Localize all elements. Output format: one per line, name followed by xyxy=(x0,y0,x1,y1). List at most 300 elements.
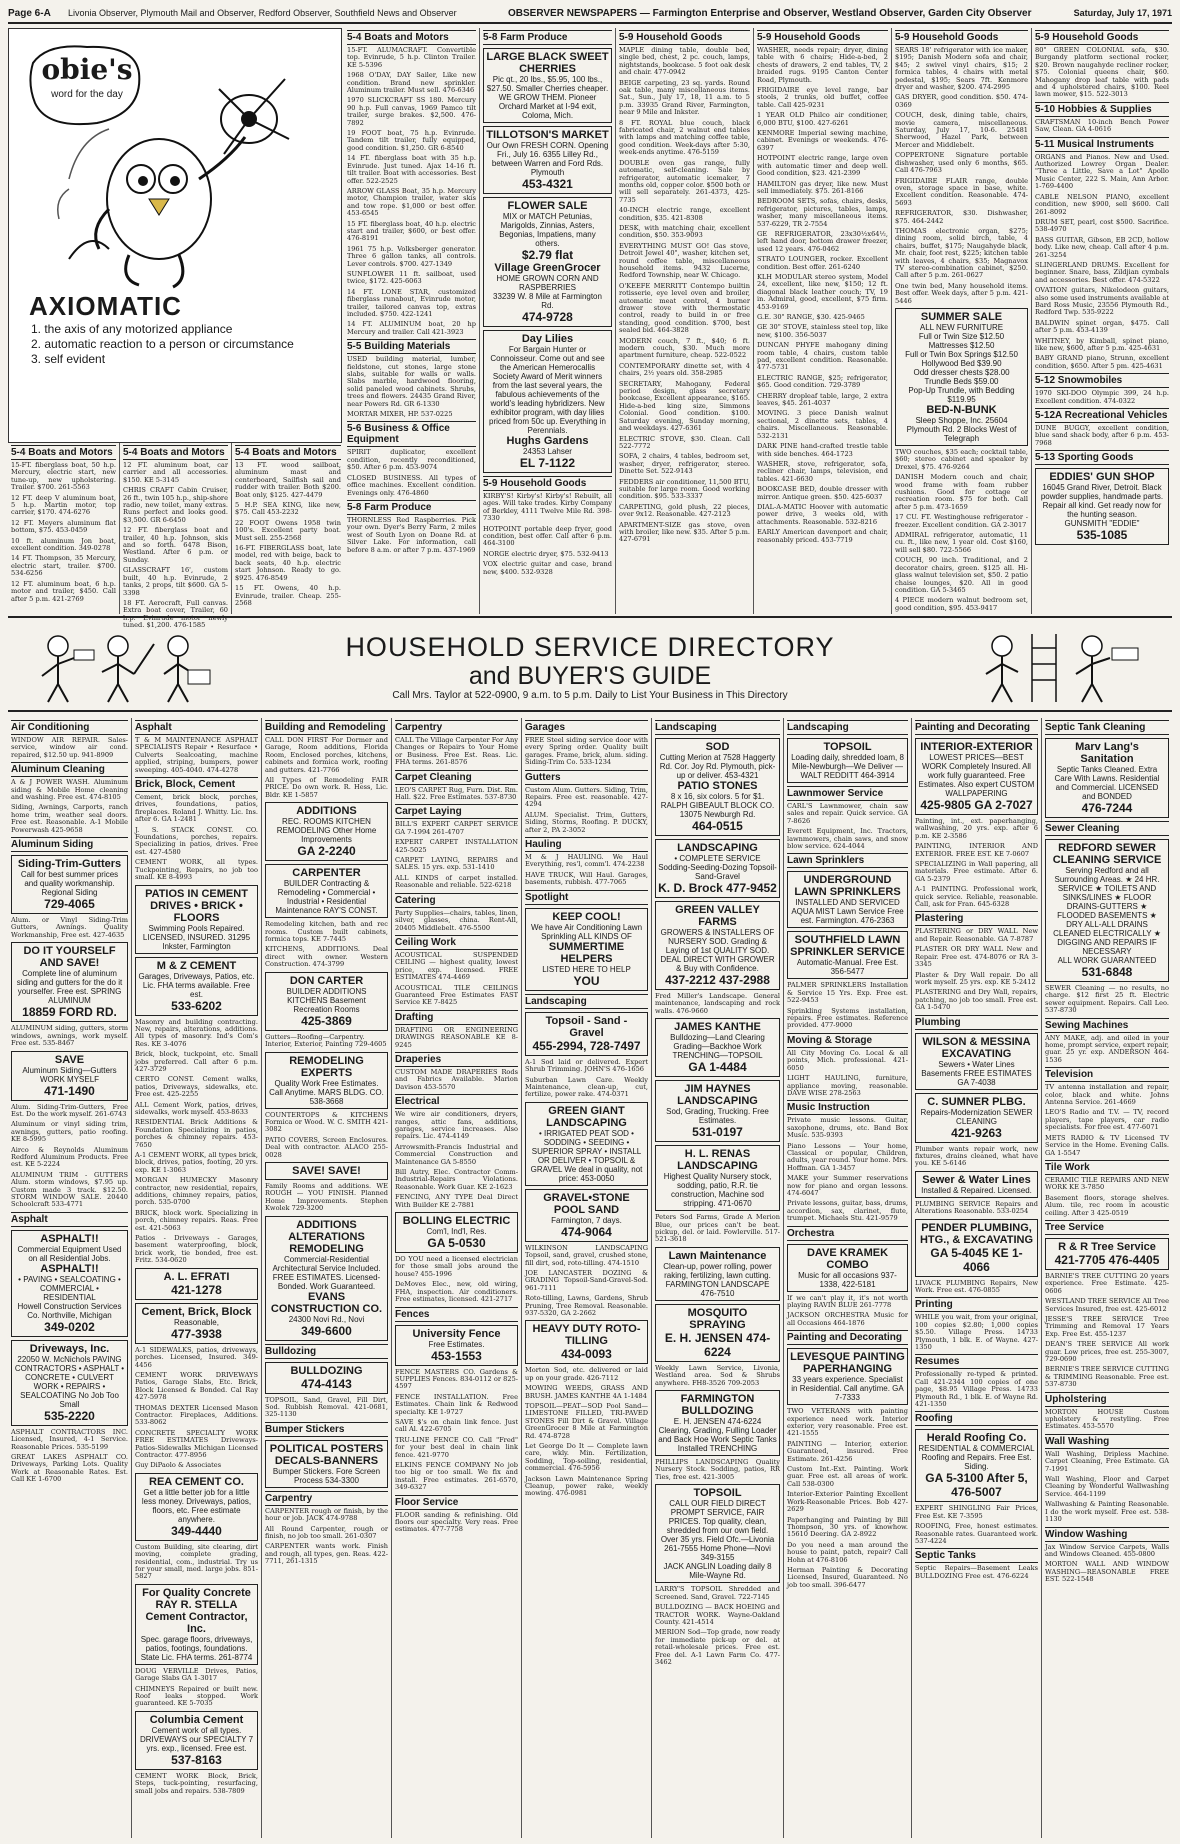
classified-ad: Plaster & Dry Wall repair. Do all work myself. 25 yrs. exp. KE 5-2412 xyxy=(915,970,1038,986)
display-ad-title: GREEN GIANT LANDSCAPING xyxy=(546,1104,627,1129)
display-ad-text: Sleep Shoppe, Inc. 25604 Plymouth Rd. 2 Blocks West of Telegraph xyxy=(906,416,1017,443)
classified-ad: Morton Sod, etc. delivered or laid up on your grade. 426-7112 xyxy=(525,1366,648,1382)
display-ad-box xyxy=(655,901,780,990)
classified-ad: WASHER, stove, refrigerator, sofa, recliner chair, lamps, television, end tables. 421-6630 xyxy=(757,459,888,483)
classified-ad: ANY MAKE, adj. and oiled in your home, prompt service, expert repair, guar. 25 yr. exp. ANDERSON 464-1536 xyxy=(1045,1033,1169,1064)
section-heading: 5-9 Household Goods xyxy=(895,30,1028,45)
display-ad-box xyxy=(525,1102,648,1186)
display-ad-row: Pop-Up Trundle, with Bedding $119.95 xyxy=(908,386,1015,404)
classified-ad: STRATO LOUNGER, rocker. Excellent condition. Best offer. 261-6240 xyxy=(757,255,888,271)
display-ad-phone: YOU xyxy=(573,973,600,988)
display-ad-phone: 421-7705 476-4405 xyxy=(1054,1252,1160,1267)
directory-subtitle: and BUYER'S GUIDE xyxy=(468,662,712,690)
header-center-label xyxy=(508,8,1032,19)
display-ad-title: DON CARTER xyxy=(289,974,364,987)
display-ad-text: Repairs-Modernization SEWER CLEANING xyxy=(920,1107,1033,1126)
classified-ad: Wall Washing, Dripless Machine. Carpet Cleaning, Free Estimate. GA 7-1991 xyxy=(1045,1449,1169,1473)
display-ad-box xyxy=(265,1162,388,1180)
section-heading: Carpentry xyxy=(265,1491,388,1506)
display-ad-title: CARPENTER xyxy=(292,867,361,880)
classified-ad: LEO'S Radio and T.V. — TV, record players, tape players, car radio specialists. For free est. 477-6071 xyxy=(1045,1108,1169,1132)
display-ad-box xyxy=(135,1711,258,1770)
directory-column-9 xyxy=(1042,718,1172,1838)
section-heading: 5-4 Boats and Motors xyxy=(11,445,116,460)
display-ad-box xyxy=(483,126,612,194)
classified-ad: DUNCAN PHYFE mahogany dining room table, 4 chairs, custom table pad, excellent condition. Reasonable. 477-5731 xyxy=(757,341,888,372)
display-ad-title: UNDERGROUND LAWN SPRINKLERS xyxy=(794,874,901,899)
classified-ad: Custom Building, site clearing, dirt moving, complete grading, residential, com., industrial. Try us for your small, med. large jobs. 851-5827 xyxy=(135,1542,258,1581)
display-ad-title: Topsoil - Sand - Gravel xyxy=(545,1014,628,1039)
word-definitions xyxy=(31,322,294,367)
classified-ad: Masonry and building contracting. New, repairs, alterations, additions. All types of masonry. Ind's Com's Res. KE 3-4076 xyxy=(135,1017,258,1048)
classified-ad: 1970 SLICKCRAFT SS 180. Mercury 90 h.p. Full canvas, 1969 Pamco tilt trailer, surge brakes. $2,500. 476-7892 xyxy=(347,96,476,127)
classified-ad: Everett Equipment, Inc. Tractors, lawnmowers, chain saws, and snow blow service. 624-4044 xyxy=(787,827,908,851)
classified-ad: DUNE BUGGY, excellent condition, blue sand shack body, after 6 p.m. 453-7968 xyxy=(1035,424,1169,447)
section-heading: Septic Tank Cleaning xyxy=(1045,720,1169,735)
display-ad-title: TOPSOIL xyxy=(693,1487,742,1500)
classified-ad: MORGAN HUMECKY Masonry contractor, new residential, repairs, additions, chimney repairs, patios, porch. 535-0700 xyxy=(135,1176,258,1207)
directory-contact-line: Call Mrs. Taylor at 522-0900, 9 a.m. to 5 p.m. Daily to List Your Business in This Directory xyxy=(392,690,788,701)
display-ad-text: Farmington, 7 days. xyxy=(551,1215,622,1225)
display-ad-phone: 477-3938 xyxy=(171,1326,222,1341)
display-ad-title: Sewer & Water Lines xyxy=(922,1173,1031,1186)
classified-ad: PHILLIPS LANDSCAPING Quality Nursery Stock. Sodding, patios, RR Ties, free est. 421-3005 xyxy=(655,1458,780,1481)
classified-ad: T & M MAINTENANCE ASPHALT SPECIALISTS Repair • Resurface • Culverts Sealcoating, machine applied, striping, bumpers, power sweeping. 405-4040. 474-4278 xyxy=(135,736,258,774)
display-ad-text: ALL NEW FURNITURE xyxy=(919,323,1004,332)
display-ad-text: We have Air Conditioning Lawn Sprinkling ALL KINDS OF xyxy=(530,922,643,941)
classified-ad: CLOSED BUSINESS. All types of office machines. Excellent condition. Evenings only. 476-4860 xyxy=(347,473,476,497)
classified-ad: DOUG VERVILLE Drives, Patios, Garage Slabs GA 1-3017 xyxy=(135,1666,258,1683)
classified-ad: 12 FT. deep V aluminum boat, 5 h.p. Martin motor, top carrier, $170. 474-6276 xyxy=(11,493,116,517)
display-ad-box xyxy=(483,197,612,327)
display-ad-text: Our Own FRESH CORN. Opening Fri., July 16. 6355 Lilley Rd., between Warren and Ford Rds. Plymouth xyxy=(486,141,609,177)
classified-ad: Alum. Siding-Trim-Gutters, Free Est. Do the work myself. 261-6743 xyxy=(11,1102,128,1118)
display-ad-title: PENDER PLUMBING, HTG., & EXCAVATING xyxy=(919,1221,1034,1246)
display-ad-text: CALL OUR FIELD DIRECT PROMPT SERVICE, FAIR PRICES. Top quality, clean, shredded from our own field. Over 35 yrs. Field Ofc.—Livonia 261-7555 Home Phone—Novi 349-3155 xyxy=(660,1499,775,1563)
lower-column-3 xyxy=(232,443,344,614)
display-ad-phone: 18859 FORD RD. xyxy=(22,1005,117,1020)
classified-ad: MOWING WEEDS, GRASS AND BRUSH. JAMES KANTHE 4A 1-1484 xyxy=(525,1384,648,1400)
display-ad-text: Quality Work Free Estimates. Call Anytime. MARS BLDG. CO. 538-3668 xyxy=(269,1078,384,1106)
display-ad-phone: 349-0202 xyxy=(44,1319,95,1334)
workers-cartoon-left-icon xyxy=(28,624,218,706)
classified-ad: CHIMNEYS Repaired or built new. Roof leaks stopped. Work guaranteed. KE 5-7035 xyxy=(135,1684,258,1708)
display-ad-box xyxy=(395,1212,518,1253)
classified-ad: CALL The Village Carpenter For Any Changes or Repairs to Your Home or Business. Free Est. Reas. Lic. FHA terms. 261-8576 xyxy=(395,736,518,767)
classified-ad: All Types of Remodeling FAIR PRICE. Do own work. R. Hess, Lic. Bldr. KE 1-5857 xyxy=(265,776,388,799)
display-ad-title: Driveways, Inc. xyxy=(29,1342,110,1355)
section-heading: Bulldozing xyxy=(265,1344,388,1359)
classified-ad: FEDDERS air conditioner, 11,500 BTU, suitable for large room. Good working condition. $95. 533-3337 xyxy=(619,477,750,501)
display-ad-phone: 531-0197 xyxy=(692,1125,743,1140)
classified-ad: BULLDOZING — BACK HOEING and TRACTOR WORK. Wayne-Oakland County. 421-4514 xyxy=(655,1603,780,1626)
display-ad-title: Marv Lang's Sanitation xyxy=(1075,741,1139,765)
section-heading: Plumbing xyxy=(915,1015,1038,1030)
directory-column-2 xyxy=(132,718,262,1838)
display-ad-text: Call for best summer prices and quality workmanship. Regional Siding xyxy=(20,870,119,898)
display-ad-title: Cement, Brick, Block xyxy=(141,1305,252,1318)
display-ad-text: Automatic-Manual. Free Est. 356-5477 xyxy=(796,958,899,977)
classified-ad: A-1 PAINTING. Professional work, quick service. Reliable, reasonable. Call, ask for Fran. 645-6328 xyxy=(915,885,1038,909)
display-ad-title: TILLOTSON'S MARKET xyxy=(486,129,609,141)
classified-ad: GAS DRYER, good condition. $50. 474-0369 xyxy=(895,93,1028,109)
classified-ad: COUCH, desk, dining table, chairs, movie camera, miscellaneous. Saturday, July 17, 10-6. 25481 Sherwood, Hazel Park, between Mercer and Middlebelt. xyxy=(895,111,1028,149)
display-ad-text: Sewers • Water Lines Basements FREE ESTIMATES GA 7-4038 xyxy=(921,1059,1032,1087)
classified-ad: CARPENTER wants work. Finish and rough, all types, gen. Reas. 422-7711, 261-1315 xyxy=(265,1542,388,1566)
classified-ad: CEMENT WORK, all types. Tuckpointing, Repairs, no job too small. KE 8-4993 xyxy=(135,858,258,882)
classified-ad: GE 30" STOVE, stainless steel top, like new, $100. 356-5037 xyxy=(757,323,888,339)
display-ad-title: SAVE! SAVE! xyxy=(292,1164,361,1177)
display-ad-phone: GA 5-0530 xyxy=(427,1236,486,1251)
classified-ad: Septic Repairs—Basement Leaks BULLDOZING Free est. 476-6224 xyxy=(915,1564,1038,1580)
classified-ad: Let George Do It — Complete lawn care, wkly. Min. Fertilization, Sodding, Top-soiling, residential, commercial. 476-5956 xyxy=(525,1442,648,1473)
classified-ad: Interior-Exterior Painting Excellent Work-Reasonable Prices. Bob 427-2629 xyxy=(787,1490,908,1514)
display-ad-box xyxy=(655,1080,780,1142)
workers-cartoon-right-icon xyxy=(962,624,1152,706)
display-ad-title: ASPHALT!! xyxy=(40,1262,99,1275)
classified-ad: 8 FT. ROYAL blue couch, black fabricated chair, 2 walnut end tables with lamps and matching coffee table, good condition. Week-days after 5:30, week-ends anytime. 476-5159 xyxy=(619,118,750,157)
classified-ad: Gutters—Roofing—Carpentry. Interior, Exterior, Painting 729-4605 xyxy=(265,1032,387,1049)
section-heading: Window Washing xyxy=(1045,1527,1169,1542)
classified-ad: One twin bed, Many household items. Best offer. Week days, after 5 p.m. 421-5446 xyxy=(895,281,1028,305)
display-ad-title: BED-N-BUNK xyxy=(926,404,997,416)
classified-ad: HAMILTON gas dryer, like new. Must sell immediately. $75. 261-8166 xyxy=(757,179,888,195)
section-heading: 5-4 Boats and Motors xyxy=(123,445,228,460)
display-ad-phone: E. H. JENSEN 474-6224 xyxy=(664,1330,771,1359)
display-ad-title: R & R Tree Service xyxy=(1058,1240,1156,1253)
directory-column-4 xyxy=(392,718,522,1838)
display-ad-title: LARGE BLACK SWEET CHERRIES xyxy=(486,51,609,75)
display-ad-box xyxy=(11,1051,128,1101)
display-ad-title: H. L. RENAS LANDSCAPING xyxy=(677,1148,758,1173)
classified-ad: DESK, with matching chair, excellent condition, $50. 353-9093 xyxy=(619,223,750,240)
display-ad-title: BULLDOZING xyxy=(290,1364,363,1377)
classified-ad: JESSE'S TREE SERVICE Tree Trimming and Removal 17 Years Exp. Free Est. 455-1237 xyxy=(1045,1314,1169,1338)
display-ad-box xyxy=(525,1012,648,1056)
classified-ad: BEIGE carpeting, 23 sq. yards. Round oak table, many miscellaneous items. Sat., Sun., July 17, 18, 11 a.m. to 5 p.m. 33935 Grand River, Farmington, near 9 Mile and Inkster. xyxy=(619,78,750,117)
classified-ad: DRUM SET, pearl, cost $500. Sacrifice. 538-4970 xyxy=(1035,217,1169,234)
display-ad-box xyxy=(265,1216,388,1341)
classified-ad: APARTMENT-SIZE gas stove, oven with broiler, like new. $35. After 5 p.m. 427-6791 xyxy=(619,520,750,544)
display-ad-text: Installed & Repaired. Licensed. xyxy=(921,1185,1032,1195)
display-ad-title: SUMMER SALE xyxy=(920,311,1003,323)
display-ad-title: DO IT YOURSELF AND SAVE! xyxy=(23,945,116,970)
section-heading: Landscaping xyxy=(655,720,780,735)
display-ad-title: A. L. EFRATI xyxy=(163,1270,230,1283)
classified-ad: Do you need a man around the house to paint, patch, repair? Call Hohn at 476-8106 xyxy=(787,1540,908,1564)
display-ad-title: GREEN VALLEY FARMS xyxy=(675,904,760,928)
obies-logo-text: obie's xyxy=(41,53,133,86)
display-ad-box xyxy=(135,1473,258,1541)
display-ad-title: REMODELING EXPERTS xyxy=(289,1054,364,1079)
classified-ad: COUNTERTOPS & KITCHENS Formica or Wood. W. C. SMITH 421-3082 xyxy=(265,1110,388,1134)
display-ad-title: For Quality Concrete RAY R. STELLA Cement Contractor, Inc. xyxy=(142,1586,251,1635)
classified-ad: Custom Alum. Gutters. Siding, Trim, Repairs. Free est. reasonable. 427-4294 xyxy=(525,785,648,809)
display-ad-phone: 455-2994, 728-7497 xyxy=(532,1038,641,1053)
classified-ad: 19 FOOT boat, 75 h.p. Evinrude. Tandem tilt trailer, fully equipped, good condition. $1,250. GR 6-8540 xyxy=(347,129,476,152)
section-heading: 5-8 Farm Produce xyxy=(347,500,476,515)
classified-ad: LEO'S CARPET Rug, Furn. Dist. Rm. Hall. $22. Free Estimates. 537-8730 xyxy=(395,785,518,802)
classified-ad: EXPERT CARPET INSTALLATION 425-5025 xyxy=(395,838,518,854)
display-ad-text: HOME GROWN CORN AND RASPBERRIES xyxy=(496,274,599,292)
display-ad-text: 33 years experience. Specialist in Residential. Call anytime. GA 7-7333 xyxy=(791,1375,904,1403)
section-heading: 5-6 Business & Office Equipment xyxy=(347,421,476,447)
display-ad-box xyxy=(135,1303,258,1344)
classified-ad: 1970 SKI-DOO Olympic 399, 24 h.p. Excellent condition. 474-0322 xyxy=(1035,389,1169,405)
classified-ad: USED building material, lumber, fieldstone, cut stones, large stone slabs, suitable for walls or walls. Slabs marble, hardwood flooring, solid paneled wood cabinets. Shrubs, trees and flowers. 24435 Grand River, near Powers Rd. GR 6-1330 xyxy=(347,355,476,408)
classified-ad: COUCH, 90 inch. Traditional, and 2 decorator chairs, green. $125 all. Hi-glass walnut television set, $50. 2 patio chaise lounges, $20. All in good condition. GA 5-3465 xyxy=(895,556,1028,594)
display-ad-box xyxy=(11,1340,128,1426)
section-heading: 5-9 Household Goods xyxy=(1035,30,1169,45)
display-ad-box xyxy=(483,48,612,123)
classified-ad: 12 FT. Meyers aluminum flat bottom, $75. 453-0459 xyxy=(11,518,116,535)
directory-column-7 xyxy=(784,718,912,1838)
section-heading: Upholstering xyxy=(1045,1392,1169,1407)
classified-ad: MORTON WALL AND WINDOW WASHING—REASONABLE FREE EST. 522-1548 xyxy=(1045,1560,1169,1584)
classified-ad: CARPET LAYING, REPAIRS and SALES. 15 yrs. exp. 531-1410 xyxy=(395,856,518,872)
display-ad-box xyxy=(483,330,612,473)
display-ad-title: SAVE xyxy=(54,1053,85,1066)
display-ad-text: • COMPLETE SERVICE Sodding-Seeding-Dozing Topsoil-Sand-Gravel xyxy=(658,854,777,881)
top-column-4 xyxy=(754,28,892,614)
display-ad-text: MIX or MATCH Petunias, Marigolds, Zinnias, Asters, Begonias, Impatiens, many others. xyxy=(499,212,596,248)
classified-ad: DeMoves Elec., new, old wiring, FHA, inspection. Air conditioners. Free estimates, licensed. 421-2717 xyxy=(395,1280,518,1304)
classified-ad: Family Rooms and additions. WE ROUGH — YOU FINISH. Planned Home Improvements. Stephen Kwolek 729-3200 xyxy=(265,1181,388,1213)
display-ad-box xyxy=(655,1018,780,1077)
section-heading: Aluminum Cleaning xyxy=(11,762,128,777)
classified-ad: 80" GREEN COLONIAL sofa, $30. Burgandy platform sectional rocker, $20. Brown naugahyde recliner rocker, $75. Colonial queens chair, $60. Mahogany drop leaf table with pads and 4 upholstered chairs, $100. Reel lawn mower, $15. 522-3013 xyxy=(1035,46,1169,99)
display-ad-box xyxy=(655,1247,780,1301)
classified-ad: J. S. STACK CONST. CO. Foundations, porches, repairs. Specializing in patios, drives. Free est. 427-4580 xyxy=(135,825,258,856)
display-ad-title: TOPSOIL xyxy=(823,741,872,753)
display-ad-phone: 476-7244 xyxy=(1081,801,1133,815)
display-ad-box xyxy=(915,1033,1038,1090)
classified-ad: DEAN'S TREE SERVICE All work guar. Low prices, free est. 255-3007, 729-0690 xyxy=(1045,1340,1169,1363)
display-ad-text: LOWEST PRICES—BEST WORK Completely Insured. All work fully guaranteed. Free Estimates. Also expert CUSTOM WALLPAPERING xyxy=(918,753,1035,798)
display-ad-phone: GA 5-3100 After 5, 476-5007 xyxy=(925,1471,1028,1500)
display-ad-text: 8 x 16, six colors. 5 for $1. RALPH GIBEAULT BLOCK CO. 13075 Newburgh Rd. xyxy=(660,792,775,819)
display-ad-text: 24300 Novi Rd., Novi xyxy=(288,1314,365,1324)
display-ad-text: • PAVING • SEALCOATING • COMMERCIAL • RESIDENTIAL xyxy=(18,1274,121,1302)
display-ad-text: Bumper Stickers. Fore Screen Process 534-3300 xyxy=(272,1466,381,1485)
display-ad-phone: 533-6202 xyxy=(171,998,222,1013)
classified-ad: A-1 CEMENT WORK, all types brick, block, drives, patios, footing, 20 yrs. exp. KE 1-3063 xyxy=(135,1151,258,1174)
classified-ad: DRAFTING OR ENGINEERING DRAWINGS REASONABLE KE 8-9245 xyxy=(395,1025,518,1049)
classified-ad: FLOOR sanding & refinishing. Old floors our specialty. Very reas. Free estimates. 477-7758 xyxy=(395,1510,518,1534)
classified-ad: SAVE $'s on chain link fence. Just call Al. 422-6705 xyxy=(395,1417,518,1434)
display-ad-phone: 474-4143 xyxy=(301,1376,352,1391)
classified-ad: ACOUSTICAL TILE CEILINGS Guaranteed Free Estimates FAST Service KE 7-8425 xyxy=(395,983,518,1007)
display-ad-box xyxy=(395,1325,518,1366)
classified-ad: CRAFTSMAN 10-inch Bench Power Saw, Clean. GA 4-0616 xyxy=(1035,117,1169,134)
classified-ad: BALDWIN spinet organ, $475. Call after 5 p.m. 453-4139 xyxy=(1035,318,1169,335)
display-ad-phone: K. D. Brock 477-9452 xyxy=(658,881,777,895)
classified-ad: Wallwashing & Painting Reasonable. I do the work myself. Free est. 538-1130 xyxy=(1045,1500,1169,1524)
classified-ad: JACKSON ORCHESTRA Music for all Occasions 464-1876 xyxy=(787,1311,908,1327)
classified-ad: WHITNEY, by Kimball, spinet piano, like new, $600, after 5 p.m. 425-4631 xyxy=(1035,336,1169,352)
section-heading: 5-4 Boats and Motors xyxy=(347,30,476,45)
classified-ad: FRIGIDAIRE FLAIR range, double oven, storage space in base, white. Excellent condition. Reasonable. 474-5693 xyxy=(895,176,1028,207)
classified-ad: BOOKCASE BED, double dresser with mirror. Antique green. $50. 425-6037 xyxy=(757,485,888,501)
section-heading: Building and Remodeling xyxy=(265,720,388,735)
classified-ad: TOPSOIL—PEAT—SOD Pool Sand—LIMESTONE FILLED, TRI-PAVED STONES Fill Dirt & Gravel. Village GreenGrocer 8 Mile at Farmington Rd. 474-8728 xyxy=(525,1402,648,1440)
section-heading: 5-12A Recreational Vehicles xyxy=(1035,410,1168,422)
classified-ad: A & J POWER WASH. Aluminum siding & Mobile Home cleaning and washing. Free est. 474-8105 xyxy=(11,778,128,802)
classified-ad: CALL DON FIRST For Dormer and Garage, Room additions, Florida Room, Enclosed porches, kitchens, cabinets and formica work, roofing and gutters. 421-7766 xyxy=(265,736,388,774)
display-ad-text: Highest Quality Nursery stock, sodding, patio, R.R. tie construction, Machine sod stripping. 471-0670 xyxy=(663,1172,772,1209)
classified-ad: Fred Miller's Landscape. General maintenance, landscaping and rock walls. 476-9660 xyxy=(655,992,780,1015)
classified-ad: Jackson Lawn Maintenance Spring Cleanup, power rake, weekly mowing. 476-0981 xyxy=(525,1474,648,1498)
classified-ad: Private lessons, guitar, bass, drums, accordion, sax, clarinet, flute, trumpet. Michaels Stu. 421-9579 xyxy=(787,1199,908,1223)
section-heading: 5-4 Boats and Motors xyxy=(235,445,341,460)
classified-ad: If we can't play it, it's not worth playing RAVIN BLUE 261-7778 xyxy=(787,1293,908,1309)
definition-1: 1. the axis of any motorized appliance xyxy=(31,322,233,336)
section-heading: Bumper Stickers xyxy=(265,1422,388,1437)
section-heading: Ceiling Work xyxy=(395,935,518,950)
classified-ad: CEMENT WORK DRIVEWAYS Patios, Garage Slabs, Etc. Brick, Block Licensed & Bonded. Cal Ray 427-5978 xyxy=(135,1370,258,1402)
display-ad-text: 22050 W. McNichols PAVING CONTRACTORS • ASPHALT • CONCRETE • CULVERT WORK • REPAIRS • SEALCOATING No Job Too Small xyxy=(14,1354,125,1409)
display-ad-box xyxy=(655,1145,780,1211)
classified-ad: MORTAR MIXER, HP. 537-0225 xyxy=(347,410,453,419)
classified-ad: ELECTRIC STOVE, $30. Clean. Call 522-7772 xyxy=(619,434,750,450)
classified-ad: ROOFING, Free, honest estimates. Reasonable rates. Guaranteed work. 537-4224 xyxy=(915,1522,1038,1546)
section-heading: Moving & Storage xyxy=(787,1033,908,1048)
section-heading: Lawn Sprinklers xyxy=(787,853,908,868)
display-ad-title: BOLLING ELECTRIC xyxy=(402,1215,511,1228)
display-ad-box xyxy=(265,1440,388,1488)
classified-ad: RESIDENTIAL Brick Additions & Foundation Specializing in patios, porches & chimney repairs. 453-7650 xyxy=(135,1118,258,1149)
classified-ad: G.E. 30" RANGE, $30. 425-9465 xyxy=(757,313,865,321)
classified-ad: PLASTERING or DRY WALL New and Repair. Reasonable. GA 7-8787 xyxy=(915,927,1038,943)
definition-3: 3. self evident xyxy=(31,352,106,366)
display-ad-box xyxy=(915,1429,1038,1502)
classified-ad: Basement floors, storage shelves. Alum. tile, rec room in acoustic ceiling. After 3 425-0519 xyxy=(1045,1193,1169,1217)
classified-ad: FENCING, ANY TYPE Deal Direct With Builder KE 2-7881 xyxy=(395,1193,518,1209)
display-ad-box xyxy=(1045,839,1169,982)
display-ad-box xyxy=(787,1348,908,1405)
display-ad-text: 16045 Grand River, Detroit. Black powder supplies, handmade parts. Repair all kind. Get ready now for the hunting season. xyxy=(1040,483,1164,520)
directory-column-1 xyxy=(8,718,132,1838)
section-heading: Electrical xyxy=(395,1094,518,1109)
obies-word-box xyxy=(8,28,342,443)
display-ad-text: Complete line of aluminum siding and gutters for the do it yourselfer. Free est. SPRING ALUMINUM xyxy=(16,969,123,1006)
display-ad-box xyxy=(787,738,908,783)
section-heading: Roofing xyxy=(915,1411,1038,1426)
classified-ad: CABLE NELSON PIANO, excellent condition, new $900, sell $600. Call 261-8092 xyxy=(1035,192,1169,216)
display-ad-row: Mattresses $12.50 xyxy=(928,341,995,350)
display-ad-box xyxy=(265,1362,388,1394)
display-ad-box xyxy=(655,1390,780,1456)
display-ad-box xyxy=(525,1189,648,1242)
top-column-3 xyxy=(616,28,754,614)
display-ad-text: Clean-up, power rolling, power raking, fertilizing, lawn cutting. FARMINGTON LANDSCAPE 476-7510 xyxy=(663,1261,772,1298)
classified-ad: REFRIGERATOR, $30. Dishwasher, $75. 464-2442 xyxy=(895,209,1028,225)
display-ad-text: Commercial-Residential Architectural Service Included. FREE ESTIMATES. Licensed-Bonded. Work Guaranteed. xyxy=(272,1254,381,1291)
section-heading: Asphalt xyxy=(135,720,258,735)
classified-ad: GE REFRIGERATOR, 23x30½x64½, left hand door, bottom drawer freezer, used 12 years. 476-0462 xyxy=(757,229,888,253)
section-heading: Air Conditioning xyxy=(11,720,128,735)
section-heading: Brick, Block, Cement xyxy=(135,777,258,792)
display-ad-text: Pic qt., 20 lbs., $5.95, 100 lbs., $27.50. Smaller Cherries cheaper. WE GROW THEM. Pioneer Orchard Market at I-94 exit, Coloma, Mich. xyxy=(486,75,609,120)
classified-ad: Remodeling kitchen, bath and rec rooms. Custom built cabinets, formica tops. KE 7-7445 xyxy=(265,920,388,944)
classified-ad: 4 PIECE modern walnut bedroom set, good condition, $95. 453-9417 xyxy=(895,596,1028,612)
display-ad-text: Reasonable, xyxy=(174,1317,219,1327)
display-ad-text: BUILDER ADDITIONS KITCHENS Basement Recreation Rooms xyxy=(286,986,367,1014)
classified-ad: 14 FT. Thompson, 35 Mercury, electric start, trailer. $700. 534-6256 xyxy=(11,554,116,578)
display-ad-text: Swimming Pools Repaired. LICENSED, INSURED. 31295 Inkster, Farmington xyxy=(142,923,251,951)
header-date: Saturday, July 17, 1971 xyxy=(1073,8,1172,18)
display-ad-row: Trundle Beds $59.00 xyxy=(924,377,999,386)
directory-column-6 xyxy=(652,718,784,1838)
directory-column-5 xyxy=(522,718,652,1838)
section-heading: Carpentry xyxy=(395,720,518,735)
classified-ad: SUNFLOWER 11 ft. sailboat, used twice, $172. 425-6063 xyxy=(347,269,476,286)
classified-ad: KLH MODULAR stereo system, Model 24, excellent, like new, $150; 12 ft. diagonal black leather couch; TV, 19 in. Admiral, good, excellent, $75 firm. 453-9169 xyxy=(757,272,888,311)
display-ad-box xyxy=(915,738,1038,815)
classified-ad: ASPHALT CONTRACTORS INC. Licensed, Insured, 4-1 Service. Reasonable Prices. 535-5199 xyxy=(11,1427,128,1451)
display-ad-text: INSTALLED AND SERVICED AQUA MIST Lawn Service Free est. Farmington. 476-2363 xyxy=(791,898,904,926)
display-ad-text: RESIDENTIAL & COMMERCIAL Roofing and Repairs. Free Est. Siding. xyxy=(918,1444,1035,1472)
classified-ad: PALMER SPRINKLERS Installation & Service 15 Yrs. Exp. Free est. 522-9453 xyxy=(787,981,908,1005)
classified-ad: MAPLE dining table, double bed, single bed, chest, 2 pc. couch, lamps, nightstands, bookcase. 5 foot oak desk and chair. 477-0942 xyxy=(619,46,750,77)
section-heading: Landscaping xyxy=(525,994,648,1009)
top-column-6 xyxy=(1032,28,1172,614)
classified-ad: WESTLAND TREE SERVICE All Tree Services Insured, free est. 425-6012 xyxy=(1045,1297,1169,1313)
section-heading: Gutters xyxy=(525,770,648,785)
classified-ad: CERAMIC TILE REPAIRS AND NEW WORK KE 3-7850 xyxy=(1045,1175,1169,1192)
display-ad-text: Commercial Equipment Used on all Residential Jobs. xyxy=(17,1244,122,1263)
display-ad-text: Serving Redford and all Surrounding Areas. ★ 24 HR. SERVICE ★ TOILETS AND SINKS/LINES ★ FLOOR DRAINS-GUTTERS ★ FLOODED BASEMENTS ★ DRY ALL-ALL DRAINS CLEANED ELECTRICALLY ★ DIGGING AND REPAIRS IF NECESSARY xyxy=(1053,866,1161,956)
display-ad-box xyxy=(265,864,388,918)
display-ad-box xyxy=(135,1584,258,1665)
display-ad-title: MOSQUITO SPRAYING xyxy=(687,1306,748,1331)
classified-ad: COPPERTONE Signature portable dishwasher, used only 6 months, $65. Call 476-7963 xyxy=(895,151,1028,175)
classified-ad: ACOUSTICAL SUSPENDED CEILING — highest quality, lowest price, exp. licensed. FREE ESTIMATES 474-4469 xyxy=(395,950,518,982)
classified-ad: 13 FT. wood sailboat, aluminum mast and centerboard, Sailfish sail and rudder with trailer. Both $200. Boat only, $125. 427-4479 xyxy=(235,461,341,499)
display-ad-title: PATIO STONES xyxy=(677,780,758,792)
display-ad-phone: 531-6848 xyxy=(1081,965,1133,979)
classified-ad: GLASSCRAFT 16', custom built, 40 h.p. Evinrude, 2 tanks, 2 props, tilt $600. GA 5-3398 xyxy=(123,566,228,597)
lower-column-2 xyxy=(120,443,232,630)
classified-ad: PAINTING — Interior, exterior. Guaranteed, insured. Free Estimate. 261-4256 xyxy=(787,1439,908,1463)
classified-ad: SEWER Cleaning — no results, no charge. $12 first 25 ft. Electric sewer equipment. Repairs. Call Leo. 537-8730 xyxy=(1045,984,1169,1015)
classified-ad: Roto-tilling, Lawns, Gardens, Shrub Pruning, Tree Removal. Reasonable. 937-5320, GA 2-2662 xyxy=(525,1294,648,1317)
classified-ad: BABY GRAND piano, Strunn, excellent condition, $650. After 5 pm. 425-4631 xyxy=(1035,354,1169,370)
display-ad-title: WILSON & MESSINA EXCAVATING xyxy=(922,1035,1031,1060)
classified-ad: Arrowsmith-Francis Industrial and Commercial Construction and Maintenance GA 5-8550 xyxy=(395,1142,518,1166)
section-heading: Drafting xyxy=(395,1010,518,1025)
section-heading: Tile Work xyxy=(1045,1160,1169,1175)
classified-ad: DANISH Modern couch and chair, wood frame with foam rubber cushions. Good for cottage or recreation room. $75 for both. Call after 5 p.m. 473-1659 xyxy=(895,473,1028,511)
display-ad-phone: 425-9805 GA 2-7027 xyxy=(920,798,1033,812)
display-ad-text: Free Estimates. xyxy=(428,1339,485,1349)
display-ad-phone: 729-4065 xyxy=(44,897,95,912)
display-ad-title: PATIOS IN CEMENT DRIVES • BRICK • FLOORS xyxy=(145,887,248,924)
classified-ad: CONTEMPORARY dinette set, with 4 chairs, 2½ years old. 358-2985 xyxy=(619,361,750,378)
classified-ad: Jax Window Service Carpets, Walls and Windows Cleaned. 455-0800 xyxy=(1045,1542,1169,1558)
display-ad-phone: 349-4440 xyxy=(171,1523,222,1538)
section-heading: Landscaping xyxy=(787,720,908,735)
display-ad-title: Siding-Trim-Gutters xyxy=(17,858,122,871)
display-ad-box xyxy=(265,972,388,1031)
section-heading: Carpet Cleaning xyxy=(395,770,518,785)
section-heading: 5-11 Musical Instruments xyxy=(1035,137,1169,152)
display-ad-title: M & Z CEMENT xyxy=(156,959,237,972)
obie-cartoon-illustration xyxy=(49,59,309,299)
classified-ad: ORGANS and Pianos. New and Used. Authorized Lowrey Organ Dealer. "Three a Little, Save a Lot" Apollo Music Center, 222 S. Main, Ann Arbor. 1-769-4400 xyxy=(1035,152,1169,191)
display-ad-title: JIM HAYNES LANDSCAPING xyxy=(677,1083,758,1108)
classified-ad: 15-FT. ALUMACRAFT. Convertible top. Evinrude, 5 h.p. Clinton Trailer. KE 5-5396 xyxy=(347,46,476,69)
